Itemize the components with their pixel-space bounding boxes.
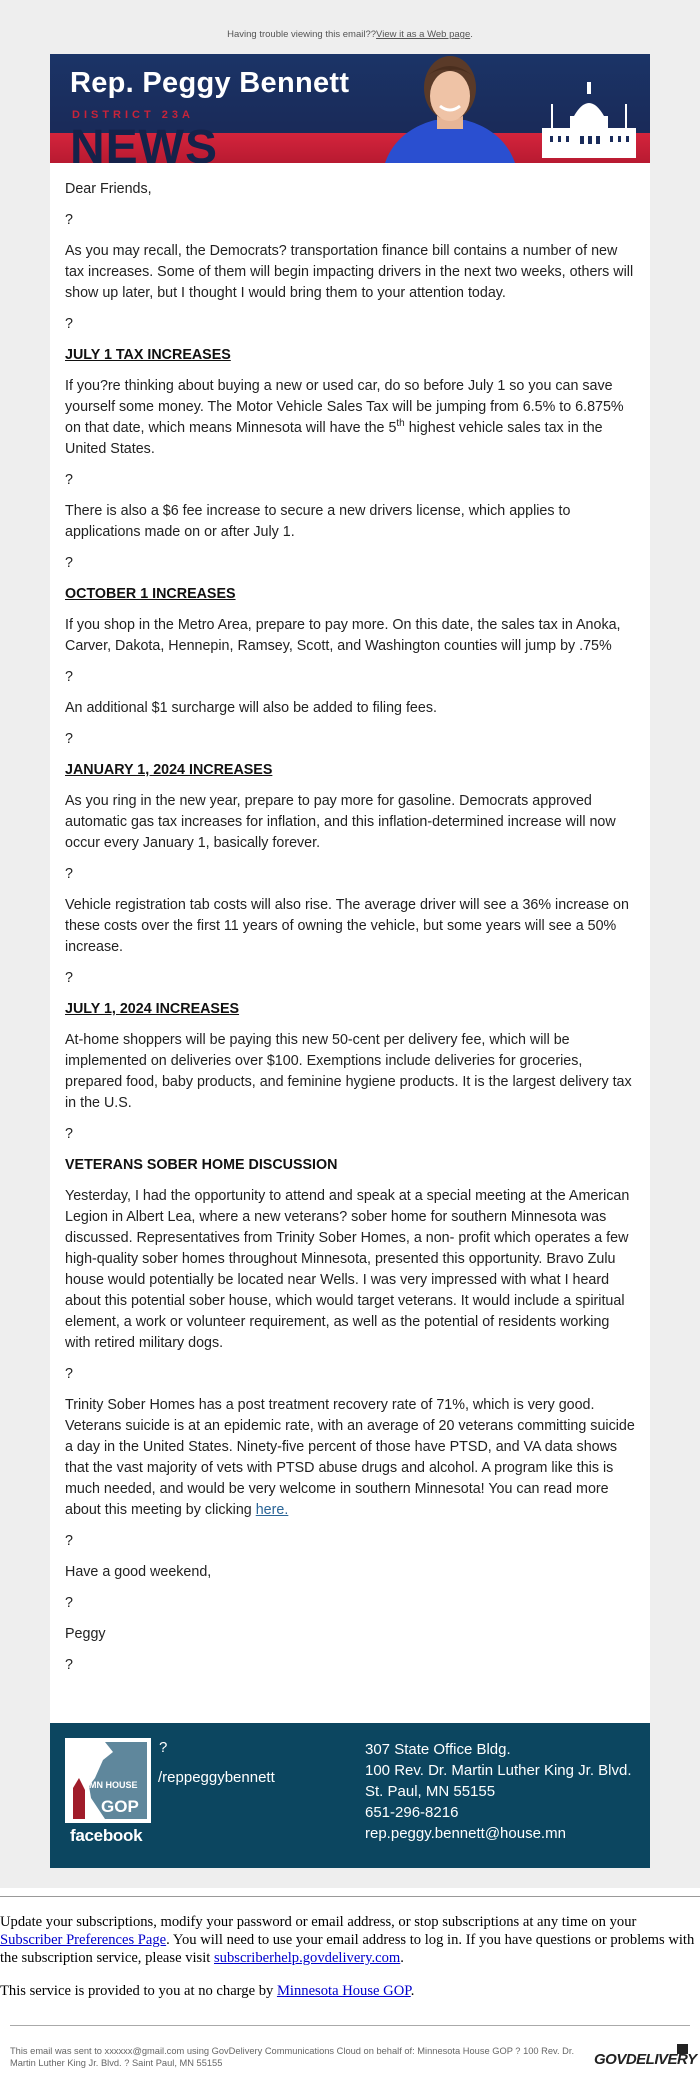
office-address xyxy=(365,1739,632,1844)
facebook-label[interactable]: facebook xyxy=(70,1826,143,1845)
spacer: ? xyxy=(65,1366,73,1382)
paragraph-metro-sales-tax: If you shop in the Metro Area, prepare to pay more. On this date, the sales tax in Anoka, Carver, Dakota, Hennepin, Ramsey, Scott, and Washington counties will jump by .75% xyxy=(65,617,621,654)
paragraph-sober-home: Yesterday, I had the opportunity to attend and speak at a special meeting at the American Legion in Albert Lea, where a new veterans? sober home for southern Minnesota was discussed. Representatives from Trinity Sober Homes, a non- profit which operates a few high-quality sober homes throughout Minnesota, presented this opportunity. Bravo Zulu house would potentially be located near Wells. I was very impressed with what I heard about this potential sober house, which would target veterans. It would include a spiritual element, a work or volunteer requirement, as well as the potential of residents working with retired military dogs. xyxy=(65,1188,630,1351)
text: Trinity Sober Homes has a post treatment recovery rate of 71%, which is very good. Veterans suicide is at an epidemic rate, with an average of 20 veterans committing suicide a day in the United States. Ninety-five percent of those have PTSD, and VA data shows that the vast majority of vets with PTSD abuse drugs and alcohol. A program like this is much needed, and would be very welcome in southern Minnesota! You can read more about this meeting by clicking xyxy=(65,1397,635,1518)
spacer: ? xyxy=(65,669,73,685)
section-heading-july-2024: JULY 1, 2024 INCREASES xyxy=(65,1001,240,1017)
closing: Have a good weekend, xyxy=(65,1564,212,1580)
banner-news: NEWS xyxy=(70,121,218,163)
text: . You will need to use your email address to log in. If you have questions or problems with the subscription service, please visit xyxy=(0,1932,695,1966)
address-line: St. Paul, MN 55155 xyxy=(365,1783,496,1800)
spacer: ? xyxy=(65,866,73,882)
spacer: ? xyxy=(65,1126,73,1142)
address-line: 100 Rev. Dr. Martin Luther King Jr. Blvd. xyxy=(365,1762,632,1779)
capitol-icon xyxy=(540,82,638,158)
intro-paragraph: As you may recall, the Democrats? transportation finance bill contains a number of new tax increases. Some of them will begin impacting drivers in the next two weeks, others will show up later, but I thought I would bring them to your attention today. xyxy=(65,243,634,301)
text: If you?re thinking about buying a new or used car, do so before July 1 so you can save yourself some money. The Motor Vehicle Sales Tax will be jumping from 6.5% to 6.875% on that date, which means Minnesota will have the 5 xyxy=(65,378,624,436)
address-line: 307 State Office Bldg. xyxy=(365,1741,511,1758)
text: . xyxy=(410,1983,415,1999)
contact-footer xyxy=(50,1723,650,1868)
period: . xyxy=(470,29,473,40)
read-more-link[interactable]: here. xyxy=(255,1502,289,1518)
divider xyxy=(0,1896,700,1897)
text: This service is provided to you at no charge by xyxy=(0,1983,277,1999)
logo-mnhouse: MN HOUSE xyxy=(89,1780,138,1790)
section-heading-july-1: JULY 1 TAX INCREASES xyxy=(65,347,231,363)
text: highest vehicle sales tax in the United States. xyxy=(65,420,603,457)
service-paragraph xyxy=(0,1982,700,2000)
subscription-paragraph xyxy=(0,1913,700,1967)
signature: Peggy xyxy=(65,1626,106,1642)
subscription-notice xyxy=(0,1913,700,2000)
spacer: ? xyxy=(65,555,73,571)
facebook-handle-link[interactable]: /reppeggybennett xyxy=(158,1769,275,1786)
govdelivery-logo[interactable]: GOVDELIVERY xyxy=(594,2051,697,2068)
logo-gop: GOP xyxy=(101,1797,139,1816)
web-view-notice xyxy=(0,29,700,54)
spacer: ? xyxy=(65,316,73,332)
section-heading-veterans: VETERANS SOBER HOME DISCUSSION xyxy=(65,1157,338,1173)
banner-title: Rep. Peggy Bennett xyxy=(70,67,350,99)
email-address[interactable]: rep.peggy.bennett@house.mn xyxy=(365,1825,566,1842)
paragraph-delivery-fee: At-home shoppers will be paying this new 50-cent per delivery fee, which will be implemented on deliveries over $100. Exemptions include deliveries for groceries, prepared food, baby products, and feminine hygiene products. It is the largest delivery tax in the U.S. xyxy=(65,1032,632,1111)
greeting: Dear Friends, xyxy=(65,181,152,197)
subscriber-help-link[interactable]: subscriberhelp.govdelivery.com xyxy=(214,1950,401,1966)
header-banner xyxy=(50,54,650,163)
spacer: ? xyxy=(65,970,73,986)
paragraph-gas-tax: As you ring in the new year, prepare to pay more for gasoline. Democrats approved automatic gas tax increases for inflation, and this inflation-determined increase will now occur every January 1, basically forever. xyxy=(65,793,616,851)
spacer: ? xyxy=(65,731,73,747)
text: . xyxy=(400,1950,404,1966)
paragraph-vehicle-sales-tax xyxy=(65,376,635,460)
legal-text: This email was sent to xxxxxx@gmail.com using GovDelivery Communications Cloud on behalf of: Minnesota House GOP ? 100 Rev. Dr. Martin Luther King Jr. Blvd. ? Saint Paul, MN 55155 xyxy=(10,2046,575,2068)
paragraph-registration-tabs: Vehicle registration tab costs will also rise. The average driver will see a 36% increase on these costs over the first 11 years of owning the vehicle, but some years will see a 50% increase. xyxy=(65,897,629,955)
superscript: th xyxy=(396,418,405,430)
paragraph-drivers-license: There is also a $6 fee increase to secure a new drivers license, which applies to applications made on or after July 1. xyxy=(65,503,571,540)
banner-district: DISTRICT 23A xyxy=(72,109,194,121)
text: Update your subscriptions, modify your password or email address, or stop subscriptions at any time on your xyxy=(0,1914,637,1930)
portrait-photo xyxy=(380,54,520,163)
spacer: ? xyxy=(159,1739,168,1756)
subscriber-preferences-link[interactable]: Subscriber Preferences Page xyxy=(0,1932,167,1948)
section-heading-january-2024: JANUARY 1, 2024 INCREASES xyxy=(65,762,273,778)
paragraph-filing-fees: An additional $1 surcharge will also be added to filing fees. xyxy=(65,700,437,716)
legal-footer xyxy=(0,2026,700,2078)
web-view-link[interactable]: View it as a Web page xyxy=(376,29,471,40)
phone-number: 651-296-8216 xyxy=(365,1804,459,1821)
spacer: ? xyxy=(65,1533,73,1549)
mn-house-gop-logo[interactable] xyxy=(65,1738,151,1823)
web-view-text: Having trouble viewing this email?? xyxy=(227,29,377,40)
spacer: ? xyxy=(65,472,73,488)
mn-house-gop-link[interactable]: Minnesota House GOP xyxy=(276,1983,411,1999)
email-body xyxy=(50,163,650,1723)
spacer: ? xyxy=(65,1595,73,1611)
section-heading-october-1: OCTOBER 1 INCREASES xyxy=(65,586,236,602)
paragraph-recovery-rate xyxy=(65,1395,635,1521)
spacer: ? xyxy=(65,1657,73,1673)
spacer: ? xyxy=(65,212,73,228)
